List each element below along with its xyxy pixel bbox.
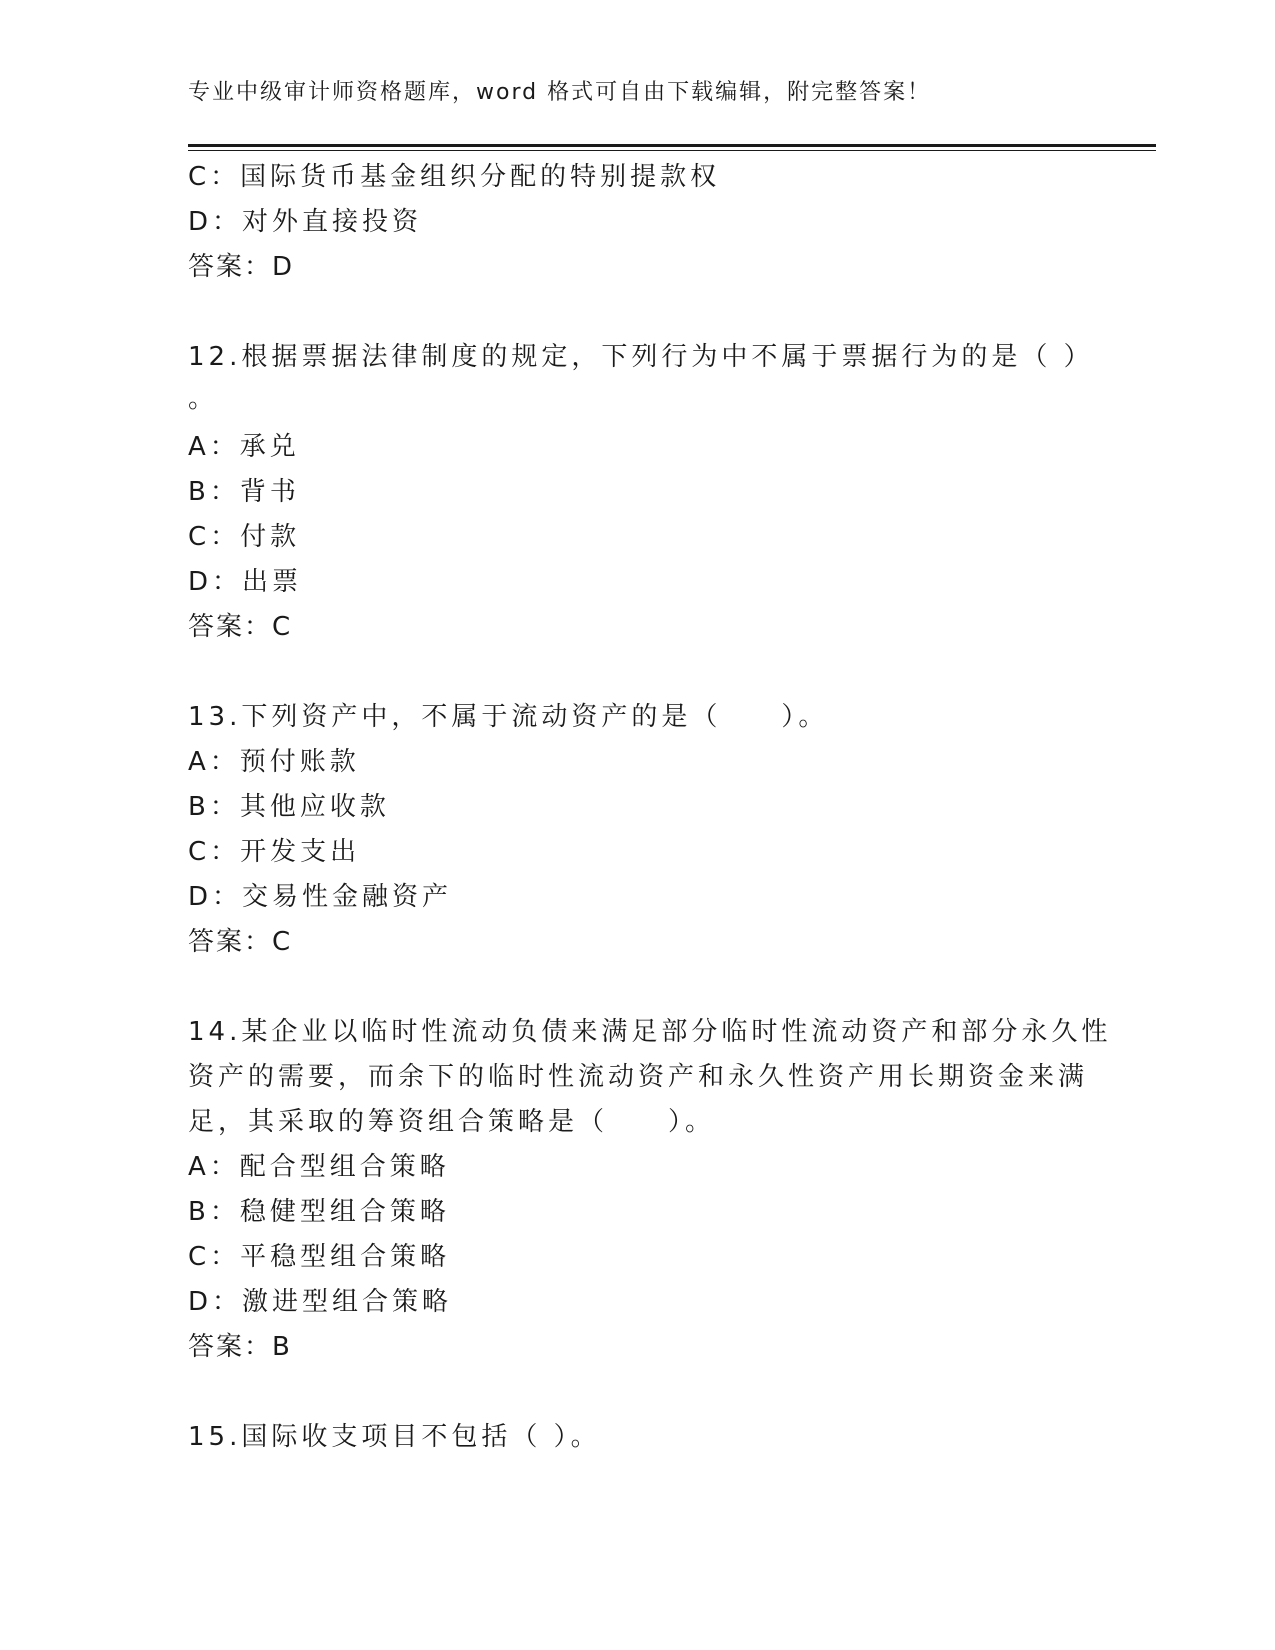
- q11-answer: 答案：D: [188, 252, 295, 282]
- q13-stem: 13.下列资产中，不属于流动资产的是（ ）。: [188, 702, 829, 732]
- q14-stem-line2: 资产的需要，而余下的临时性流动资产和永久性资产用长期资金来满: [188, 1062, 1089, 1092]
- q15-stem: 15.国际收支项目不包括（ ）。: [188, 1422, 601, 1452]
- q12-stem-line1: 12.根据票据法律制度的规定，下列行为中不属于票据行为的是（ ）: [188, 342, 1094, 372]
- q13-option-b: B：其他应收款: [188, 792, 390, 822]
- q12-option-d: D：出票: [188, 567, 303, 597]
- q12-stem-line2: 。: [188, 384, 219, 414]
- q14-option-d: D：激进型组合策略: [188, 1287, 453, 1317]
- q13-option-a: A：预付账款: [188, 747, 360, 777]
- q14-option-a: A：配合型组合策略: [188, 1152, 450, 1182]
- q12-option-a: A：承兑: [188, 432, 300, 462]
- q12-option-c: C：付款: [188, 522, 301, 552]
- header-divider-thick: [188, 144, 1156, 147]
- document-header-note: 专业中级审计师资格题库，word 格式可自由下载编辑，附完整答案！: [188, 80, 932, 105]
- q14-option-b: B：稳健型组合策略: [188, 1197, 450, 1227]
- q13-answer: 答案：C: [188, 927, 293, 957]
- q12-option-b: B：背书: [188, 477, 300, 507]
- q14-stem-line3: 足，其采取的筹资组合策略是（ ）。: [188, 1107, 716, 1137]
- q14-stem-line1: 14.某企业以临时性流动负债来满足部分临时性流动资产和部分永久性: [188, 1017, 1112, 1047]
- header-divider-thin: [188, 150, 1156, 151]
- q14-option-c: C：平稳型组合策略: [188, 1242, 451, 1272]
- q14-answer: 答案：B: [188, 1332, 292, 1362]
- q12-answer: 答案：C: [188, 612, 293, 642]
- q11-option-d: D：对外直接投资: [188, 207, 423, 237]
- q13-option-c: C：开发支出: [188, 837, 361, 867]
- q13-option-d: D：交易性金融资产: [188, 882, 453, 912]
- q11-option-c: C：国际货币基金组织分配的特别提款权: [188, 162, 721, 192]
